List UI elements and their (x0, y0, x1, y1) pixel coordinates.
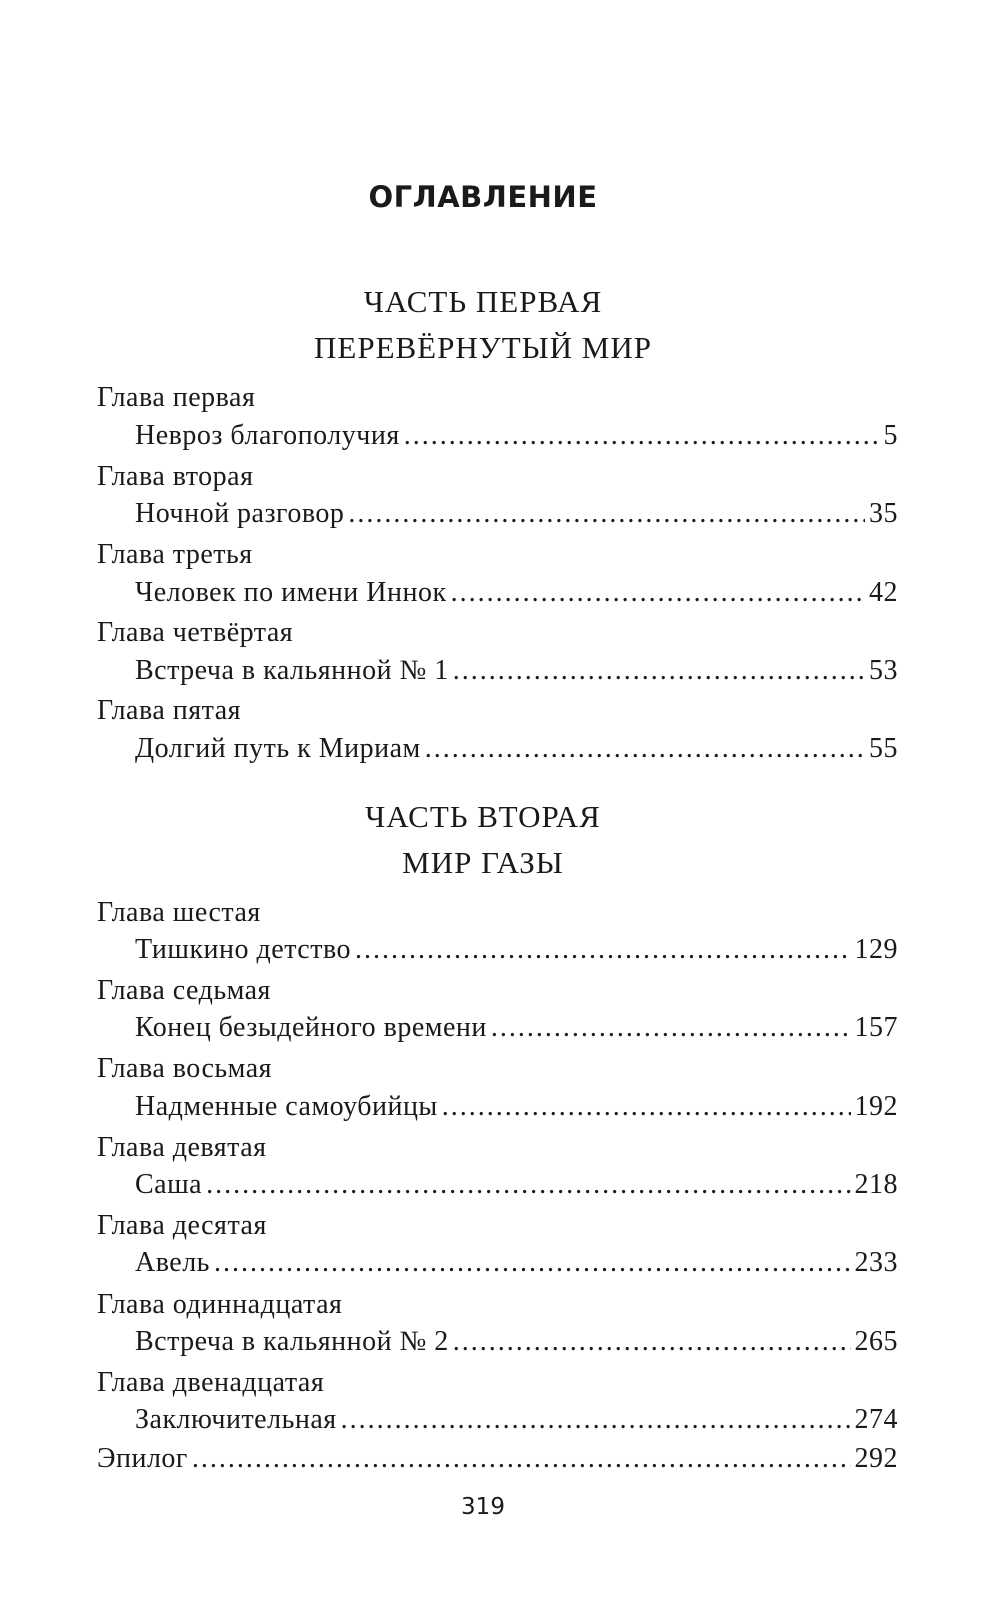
dot-leader (341, 1403, 851, 1437)
toc-entry[interactable] (135, 1246, 898, 1280)
chapter-label: Глава первая (97, 382, 256, 413)
page-ref: 42 (869, 577, 898, 608)
page-ref: 274 (854, 1404, 898, 1435)
dot-leader (453, 1325, 851, 1359)
part-2-label: ЧАСТЬ ВТОРАЯ (365, 799, 601, 834)
part-2-name: МИР ГАЗЫ (402, 845, 564, 880)
dot-leader (404, 419, 880, 453)
dot-leader (206, 1168, 850, 1202)
epilogue-title: Эпилог (97, 1443, 188, 1474)
page-ref: 157 (854, 1012, 898, 1043)
page-ref: 265 (854, 1326, 898, 1357)
dot-leader (451, 576, 865, 610)
chapter-label: Глава одиннадцатая (97, 1289, 343, 1320)
chapter-label: Глава пятая (97, 695, 242, 726)
page-ref: 218 (854, 1169, 898, 1200)
toc-entry[interactable] (135, 1403, 898, 1437)
chapter-label: Глава вторая (97, 461, 254, 492)
toc-entry[interactable] (135, 419, 898, 453)
part-1-name: ПЕРЕВЁРНУТЫЙ МИР (314, 330, 652, 365)
page-ref: 292 (854, 1443, 898, 1474)
dot-leader (442, 1090, 851, 1124)
toc-entry[interactable] (135, 1168, 898, 1202)
page-ref: 5 (883, 420, 898, 451)
toc-entry[interactable] (135, 732, 898, 766)
toc-entry[interactable] (135, 576, 898, 610)
chapter-title: Надменные самоубийцы (135, 1091, 438, 1122)
chapter-title: Тишкино детство (135, 934, 351, 965)
toc-entry-epilogue[interactable] (97, 1442, 898, 1476)
dot-leader (192, 1442, 851, 1476)
chapter-title: Встреча в кальянной № 2 (135, 1326, 449, 1357)
toc-entry[interactable] (135, 1325, 898, 1359)
dot-leader (453, 654, 865, 688)
chapter-label: Глава седьмая (97, 975, 271, 1006)
chapter-title: Встреча в кальянной № 1 (135, 655, 449, 686)
toc-entry[interactable] (135, 497, 898, 531)
chapter-label: Глава десятая (97, 1210, 267, 1241)
dot-leader (425, 732, 865, 766)
chapter-label: Глава третья (97, 539, 253, 570)
dot-leader (491, 1011, 851, 1045)
chapter-label: Глава девятая (97, 1132, 267, 1163)
chapter-label: Глава двенадцатая (97, 1367, 325, 1398)
page-ref: 192 (854, 1091, 898, 1122)
toc-entry[interactable] (135, 654, 898, 688)
dot-leader (355, 933, 851, 967)
part-1-label: ЧАСТЬ ПЕРВАЯ (363, 284, 603, 319)
chapter-title: Ночной разговор (135, 498, 345, 529)
chapter-label: Глава восьмая (97, 1053, 273, 1084)
chapter-title: Заключительная (135, 1404, 337, 1435)
dot-leader (348, 497, 865, 531)
chapter-label: Глава четвёртая (97, 617, 294, 648)
page-number: 319 (461, 1494, 505, 1520)
chapter-title: Конец безыдейного времени (135, 1012, 487, 1043)
toc-entry[interactable] (135, 933, 898, 967)
chapter-label: Глава шестая (97, 897, 261, 928)
page-ref: 35 (869, 498, 898, 529)
chapter-title: Долгий путь к Мириам (135, 733, 421, 764)
chapter-title: Саша (135, 1169, 203, 1200)
page-ref: 55 (869, 733, 898, 764)
chapter-title: Невроз благополучия (135, 420, 400, 451)
chapter-title: Авель (135, 1247, 210, 1278)
dot-leader (214, 1246, 851, 1280)
toc-entry[interactable] (135, 1011, 898, 1045)
page-ref: 129 (854, 934, 898, 965)
chapter-title: Человек по имени Иннок (135, 577, 447, 608)
page-ref: 233 (854, 1247, 898, 1278)
toc-title: ОГЛАВЛЕНИЕ (368, 180, 598, 214)
page-ref: 53 (869, 655, 898, 686)
toc-entry[interactable] (135, 1090, 898, 1124)
